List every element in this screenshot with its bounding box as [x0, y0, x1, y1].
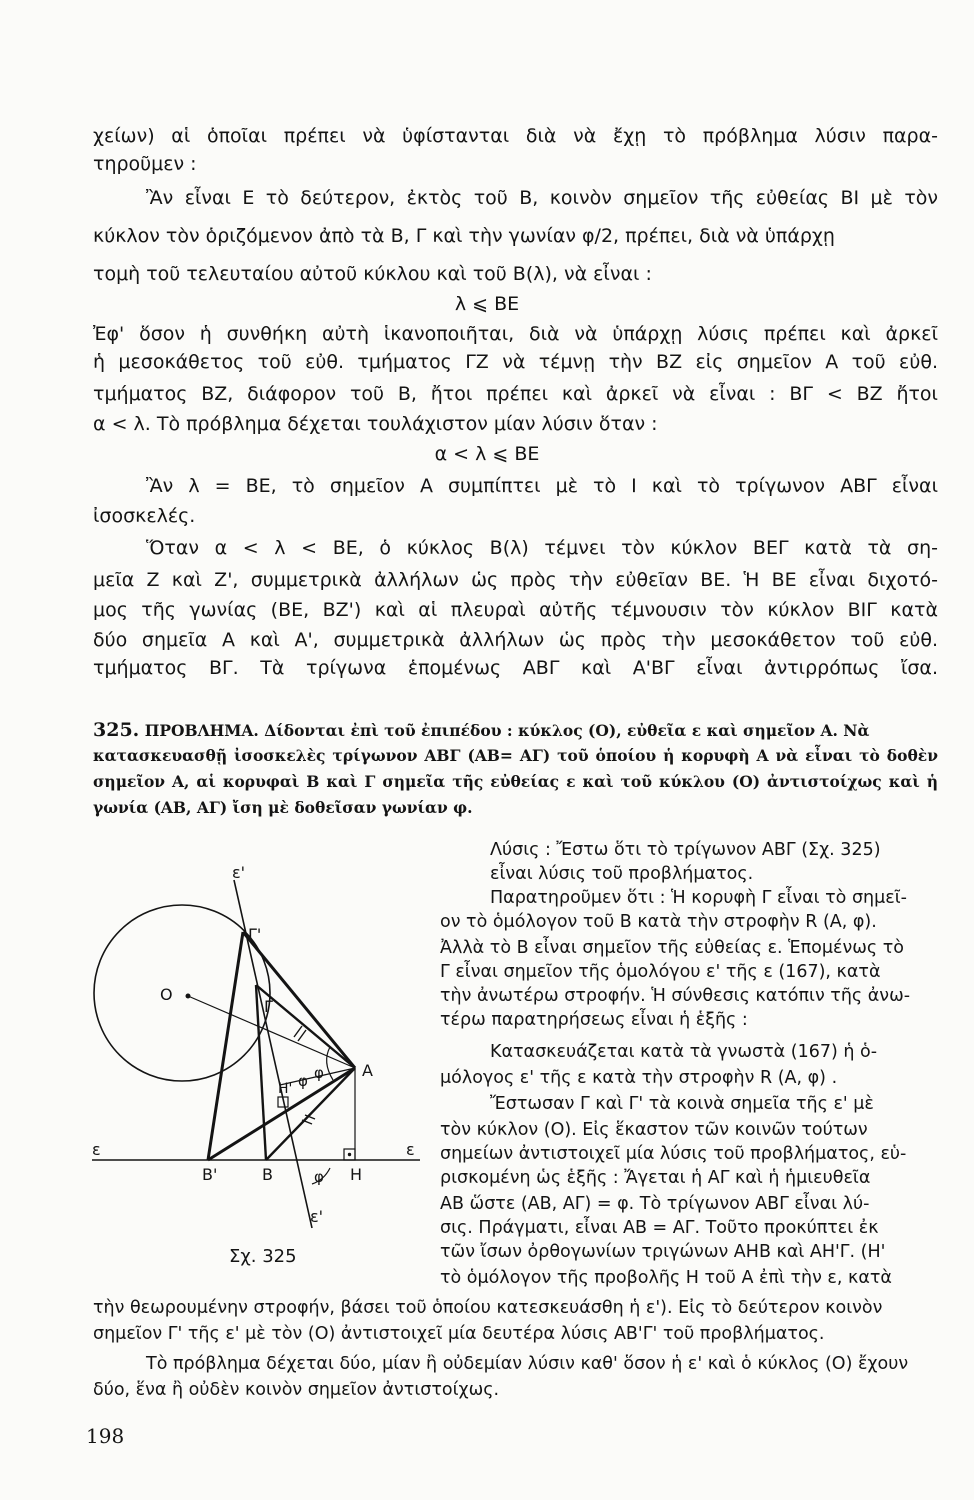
- label-e-prime-bottom: ε': [310, 1207, 324, 1226]
- text-line-4-full: κύκλον τὸν ὁριζόμενον ἀπὸ τὰ Β, Γ καὶ τὴν γωνίαν φ/2, πρέπει, διὰ νὰ ὑπάρχῃ: [93, 225, 835, 247]
- page-number: 198: [86, 1424, 125, 1448]
- point-O: [186, 994, 191, 999]
- solution-line-14: ρισκομένη ὡς ἑξῆς : Ἄγεται ἡ ΑΓ καὶ ἡ ἡμιευθεῖα: [440, 1168, 871, 1188]
- problem-line-4: γωνία (ΑΒ, ΑΓ) ἴση μὲ δοθεῖσαν γωνίαν φ.: [93, 798, 473, 817]
- formula-alpha-lambda-be: α < λ ⩽ ΒΕ: [434, 443, 540, 465]
- label-phi-3: φ: [314, 1168, 324, 1186]
- problem-number: 325.: [93, 719, 140, 741]
- label-e-prime-top: ε': [232, 863, 246, 882]
- text-line-1: χείων) αἱ ὁποῖαι πρέπει νὰ ὑφίστανται διὰ νὰ ἔχῃ τὸ πρόβλημα λύσιν παρα-: [93, 125, 938, 147]
- tick-mark-1: [294, 1026, 302, 1037]
- text-line-3: Ἂν εἶναι Ε τὸ δεύτερον, ἐκτὸς τοῦ Β, κοινὸν σημεῖον τῆς εὐθείας ΒΙ μὲ τὸν: [146, 187, 938, 209]
- label-A: A: [362, 1061, 373, 1080]
- text-line-7: ἡ μεσοκάθετος τοῦ εὐθ. τμήματος ΓΖ νὰ τέμνῃ τὴν ΒΖ εἰς σημεῖον Α τοῦ εὐθ.: [93, 351, 938, 373]
- solution-line-16: σις. Πράγματι, εἶναι ΑΒ = ΑΓ. Τοῦτο προκύπτει ἐκ: [440, 1218, 879, 1238]
- bottom-line-3: Τὸ πρόβλημα δέχεται δύο, μίαν ἢ οὐδεμίαν λύσιν καθ' ὅσον ἡ ε' καὶ ὁ κύκλος (Ο) ἔχουν: [146, 1354, 909, 1374]
- text-line-12: Ὅταν α < λ < ΒΕ, ὁ κύκλος Β(λ) τέμνει τὸν κύκλον ΒΕΓ κατὰ τὰ ση-: [146, 537, 938, 559]
- label-B: B: [262, 1165, 273, 1184]
- label-phi-1: φ: [298, 1072, 308, 1090]
- solution-line-17: τῶν ἴσων ὀρθογωνίων τριγώνων ΑΗΒ καὶ ΑΗ'Γ. (Η': [440, 1242, 886, 1262]
- tick-mark-2: [298, 1030, 306, 1041]
- label-e-left: ε: [92, 1140, 101, 1159]
- solution-line-12: τὸν κύκλον (Ο). Εἰς ἕκαστον τῶν κοινῶν τούτων: [440, 1120, 868, 1140]
- solution-line-10: μόλογος ε' τῆς ε κατὰ τὴν στροφὴν R (Α, φ) .: [440, 1068, 838, 1088]
- solution-line-4: ον τὸ ὁμόλογον τοῦ Β κατὰ τὴν στροφὴν R (Α, φ).: [440, 912, 877, 932]
- solution-line-9: Κατασκευάζεται κατὰ τὰ γνωστὰ (167) ἡ ὁ-: [490, 1042, 878, 1062]
- text-line-9: α < λ. Τὸ πρόβλημα δέχεται τουλάχιστον μίαν λύσιν ὅταν :: [93, 413, 658, 435]
- label-H: H: [350, 1165, 363, 1184]
- label-O: O: [160, 985, 173, 1004]
- text-line-14: μος τῆς γωνίας (ΒΕ, ΒΖ') καὶ αἱ πλευραὶ αὐτῆς τέμνουσιν τὸν κύκλον ΒΙΓ κατὰ: [93, 599, 938, 621]
- problem-line-3: σημεῖον Α, αἱ κορυφαὶ Β καὶ Γ σημεῖα τῆς εὐθείας ε καὶ τοῦ κύκλου (Ο) ἀντιστοίχως καὶ ἡ: [93, 772, 938, 791]
- text-line-16: τμήματος ΒΓ. Τὰ τρίγωνα ἑπομένως ΑΒΓ καὶ Α'ΒΓ εἶναι ἀντιρρόπως ἴσα.: [93, 657, 938, 679]
- text-line-5: τομὴ τοῦ τελευταίου αὐτοῦ κύκλου καὶ τοῦ Β(λ), νὰ εἶναι :: [93, 263, 652, 285]
- solution-line-3: Παρατηροῦμεν ὅτι : Ἡ κορυφὴ Γ εἶναι τὸ σημεῖ-: [490, 888, 907, 908]
- circle-O: [94, 905, 270, 1081]
- bottom-line-1: τὴν θεωρουμένην στροφήν, βάσει τοῦ ὁποίου κατεσκευάσθη ἡ ε'). Εἰς τὸ δεύτερον κοινὸν: [93, 1298, 883, 1318]
- angle-arc-phi-at-A: [327, 1047, 333, 1080]
- dot-right-angle-H: [348, 1153, 350, 1155]
- solution-line-1: Λύσις : Ἔστω ὅτι τὸ τρίγωνον ΑΒΓ (Σχ. 325): [490, 840, 881, 860]
- text-line-2: τηροῦμεν :: [93, 153, 197, 175]
- label-G-prime: Γ': [248, 925, 262, 944]
- text-line-13: μεῖα Ζ καὶ Ζ', συμμετρικὰ ἀλλήλων ὡς πρὸς τὴν εὐθεῖαν ΒΕ. Ἡ ΒΕ εἶναι διχοτό-: [93, 569, 938, 591]
- solution-line-13: σημείων ἀντιστοιχεῖ μία λύσις τοῦ προβλήματος, εὑ-: [440, 1144, 907, 1164]
- solution-line-15: ΑΒ ὥστε (ΑΒ, ΑΓ) = φ. Τὸ τρίγωνον ΑΒΓ εἶναι λύ-: [440, 1194, 870, 1214]
- problem-line-2: κατασκευασθῇ ἰσοσκελὲς τρίγωνον ΑΒΓ (ΑΒ= ΑΓ) τοῦ ὁποίου ἡ κορυφὴ Α νὰ εἶναι τὸ δοθὲν: [93, 746, 938, 765]
- solution-line-2: εἶναι λύσις τοῦ προβλήματος.: [490, 864, 754, 884]
- solution-line-7: τὴν ἀνωτέρω στροφήν. Ἡ σύνθεσις κατόπιν τῆς ἀνω-: [440, 986, 911, 1006]
- solution-line-5: Ἀλλὰ τὸ Β εἶναι σημεῖον τῆς εὐθείας ε. Ἑπομένως τὸ: [440, 938, 904, 958]
- text-line-8: τμήματος ΒΖ, διάφορον τοῦ Β, ἤτοι πρέπει καὶ ἀρκεῖ νὰ εἶναι : ΒΓ < ΒΖ ἤτοι: [93, 383, 938, 405]
- label-G: Γ: [264, 997, 273, 1016]
- solution-line-11: Ἔστωσαν Γ καὶ Γ' τὰ κοινὰ σημεῖα τῆς ε' μὲ: [490, 1094, 874, 1114]
- segment-Bprime-to-Gprime: [208, 932, 243, 1160]
- bottom-line-4: δύο, ἕνα ἢ οὐδὲν κοινὸν σημεῖον ἀντιστοίχως.: [93, 1380, 500, 1400]
- solution-line-6: Γ εἶναι σημεῖον τῆς ὁμολόγου ε' τῆς ε (167), κατὰ: [440, 962, 881, 982]
- text-line-15: δύο σημεῖα Α καὶ Α', συμμετρικὰ ἀλλήλων ὡς πρὸς τὴν μεσοκάθετον τοῦ εὐθ.: [93, 629, 938, 651]
- formula-lambda-le-be: λ ⩽ ΒΕ: [454, 293, 520, 315]
- problem-line-1: [93, 718, 938, 743]
- solution-line-18: τὸ ὁμόλογον τῆς προβολῆς Η τοῦ Α ἐπὶ τὴν ε, κατὰ: [440, 1268, 892, 1288]
- text-line-6: Ἐφ' ὅσον ἡ συνθήκη αὐτὴ ἱκανοποιῆται, διὰ νὰ ὑπάρχῃ λύσις πρέπει καὶ ἀρκεῖ: [93, 323, 938, 345]
- figure-325: [80, 850, 440, 1250]
- label-phi-2: φ: [314, 1064, 324, 1082]
- label-H-prime: H': [278, 1081, 293, 1097]
- solution-line-8: τέρω παρατηρήσεως εἶναι ἡ ἑξῆς :: [440, 1010, 748, 1030]
- problem-line-1-text: ΠΡΟΒΛΗΜΑ. Δίδονται ἐπὶ τοῦ ἐπιπέδου : κύκλος (Ο), εὐθεῖα ε καὶ σημεῖον Α. Νὰ: [144, 721, 870, 740]
- text-line-10: Ἂν λ = ΒΕ, τὸ σημεῖον Α συμπίπτει μὲ τὸ Ι καὶ τὸ τρίγωνον ΑΒΓ εἶναι: [146, 475, 938, 497]
- bottom-line-2: σημεῖον Γ' τῆς ε' μὲ τὸν (Ο) ἀντιστοιχεῖ μία δευτέρα λύσις ΑΒ'Γ' τοῦ προβλήματος.: [93, 1324, 825, 1344]
- label-e-right: ε: [406, 1140, 415, 1159]
- text-line-4: [93, 224, 835, 248]
- label-B-prime: B': [202, 1165, 218, 1184]
- text-line-11: ἰσοσκελές.: [93, 505, 196, 527]
- figure-caption: Σχ. 325: [229, 1246, 297, 1267]
